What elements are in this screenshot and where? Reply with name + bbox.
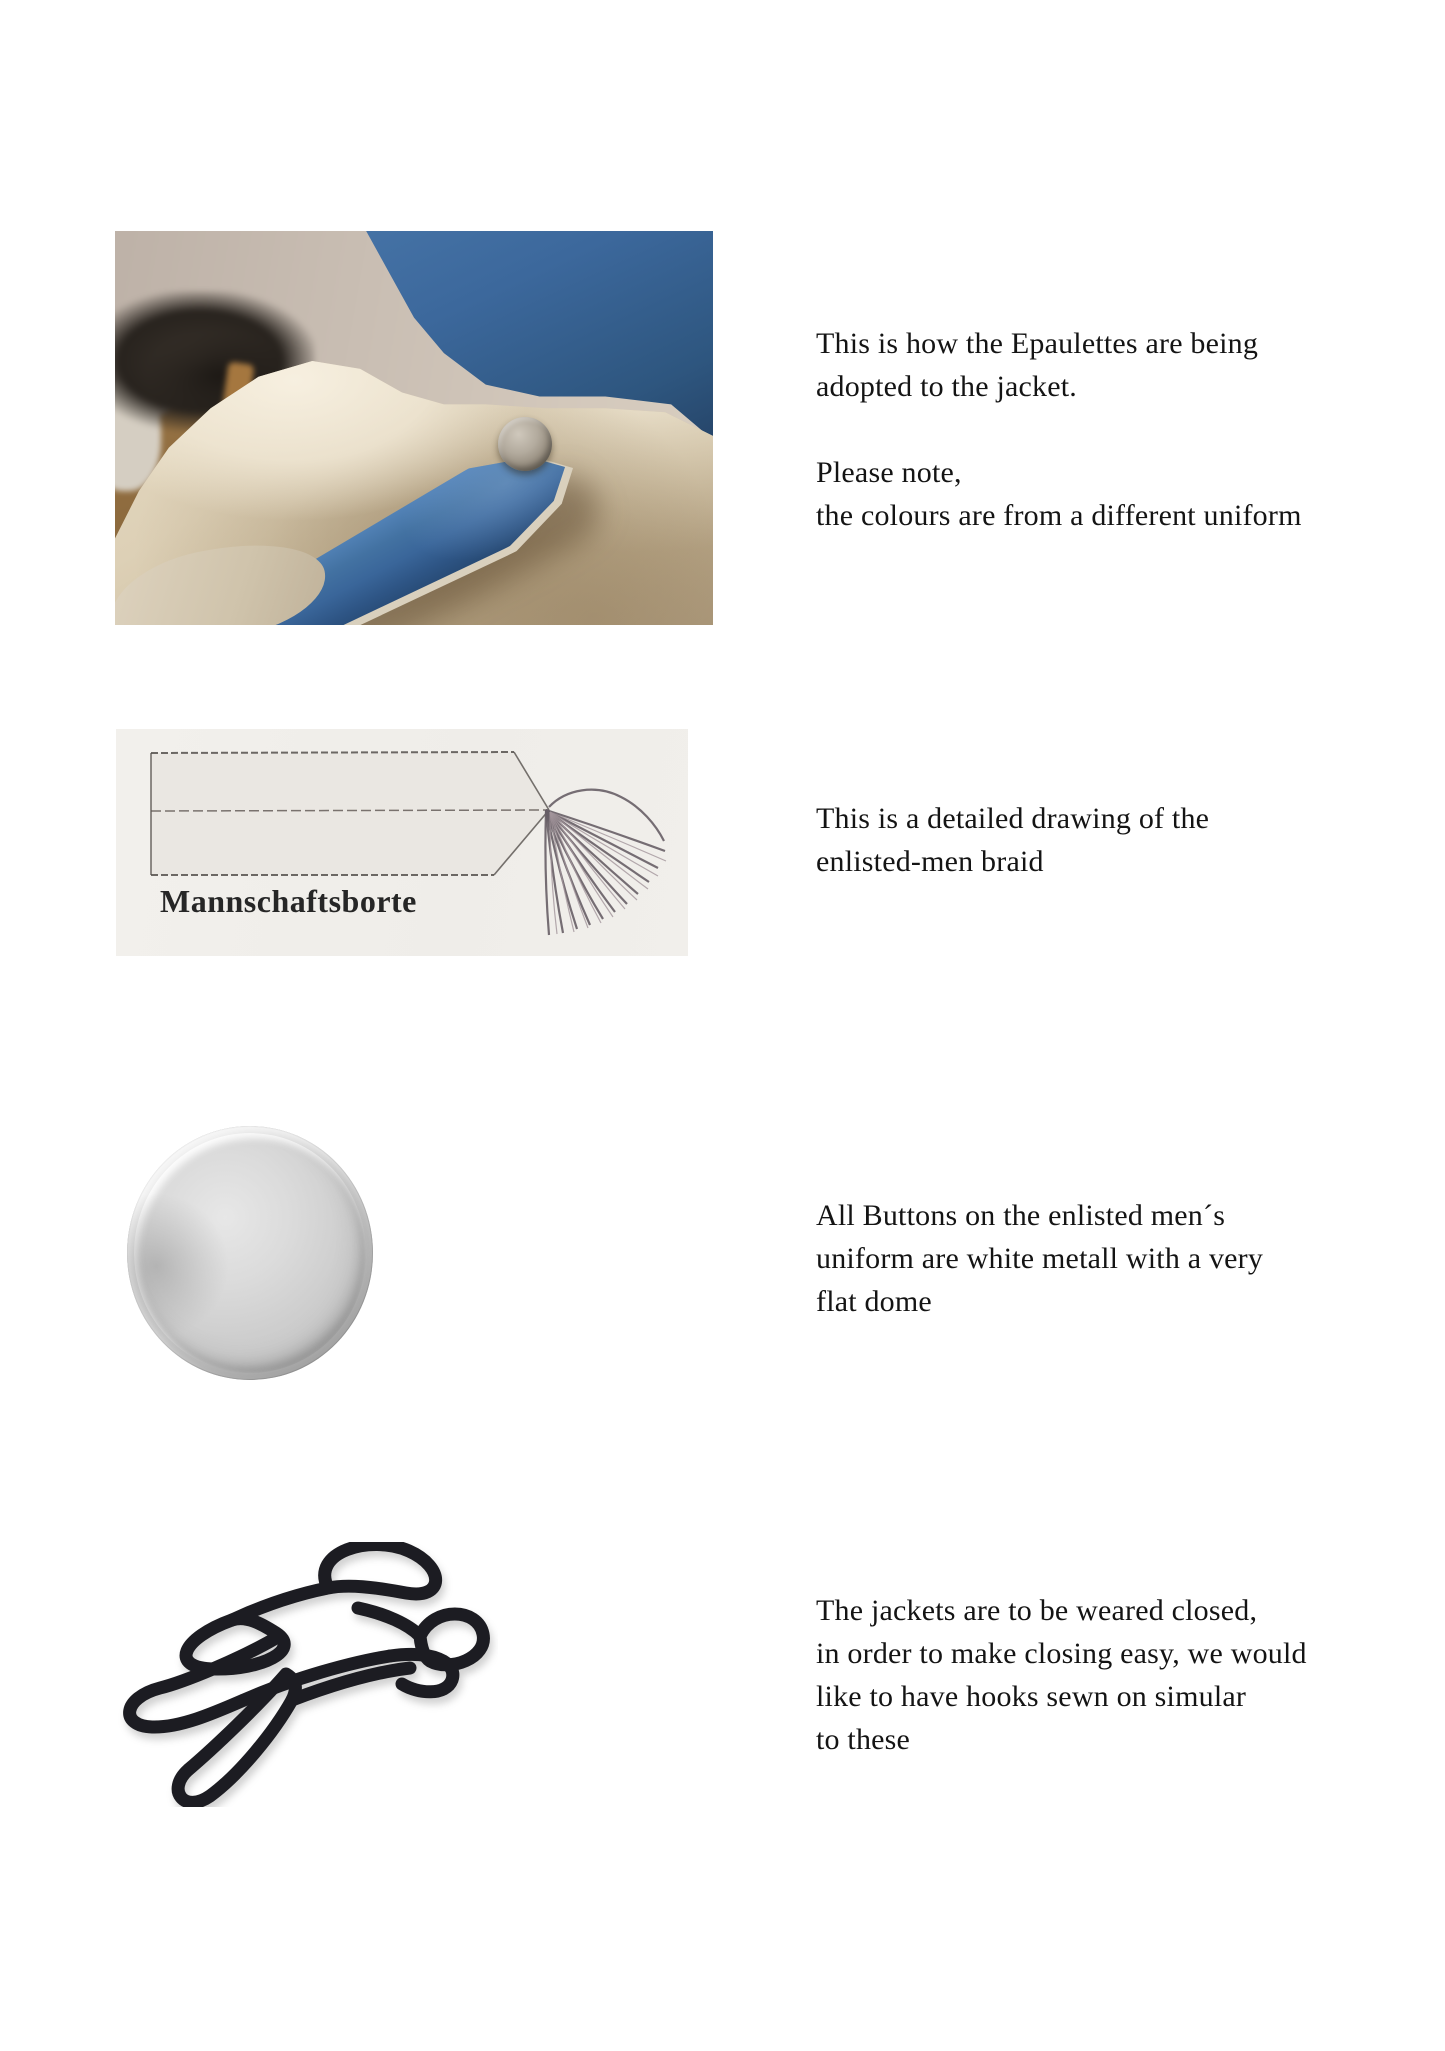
caption-line: adopted to the jacket. bbox=[816, 370, 1077, 403]
caption-line: The jackets are to be weared closed, bbox=[816, 1594, 1258, 1627]
epaulette-photo bbox=[115, 231, 713, 625]
braid-label: Mannschaftsborte bbox=[160, 883, 417, 919]
epaulette-button bbox=[498, 417, 552, 471]
hooks-photo bbox=[118, 1542, 498, 1807]
caption-line: All Buttons on the enlisted men´s bbox=[816, 1199, 1226, 1232]
caption-line: flat dome bbox=[816, 1285, 932, 1318]
braid-drawing-scan bbox=[116, 729, 688, 956]
caption-braid bbox=[816, 797, 1209, 883]
caption-line: This is how the Epaulettes are being bbox=[816, 327, 1259, 360]
caption-hooks bbox=[816, 1589, 1307, 1761]
braid-fringe bbox=[545, 790, 666, 935]
wire-hooks bbox=[130, 1545, 484, 1803]
caption-line: to these bbox=[816, 1723, 911, 1756]
braid-drawing bbox=[116, 729, 688, 956]
caption-line bbox=[816, 408, 1302, 451]
caption-button bbox=[816, 1194, 1263, 1323]
button-photo bbox=[127, 1126, 373, 1380]
caption-line: like to have hooks sewn on simular bbox=[816, 1680, 1247, 1713]
caption-line: in order to make closing easy, we would bbox=[816, 1637, 1307, 1670]
caption-line: This is a detailed drawing of the bbox=[816, 802, 1210, 835]
caption-line: uniform are white metall with a very bbox=[816, 1242, 1264, 1275]
caption-line: Please note, bbox=[816, 456, 962, 489]
caption-line: the colours are from a different uniform bbox=[816, 499, 1302, 532]
caption-epaulette bbox=[816, 322, 1302, 537]
caption-line: enlisted-men braid bbox=[816, 845, 1044, 878]
